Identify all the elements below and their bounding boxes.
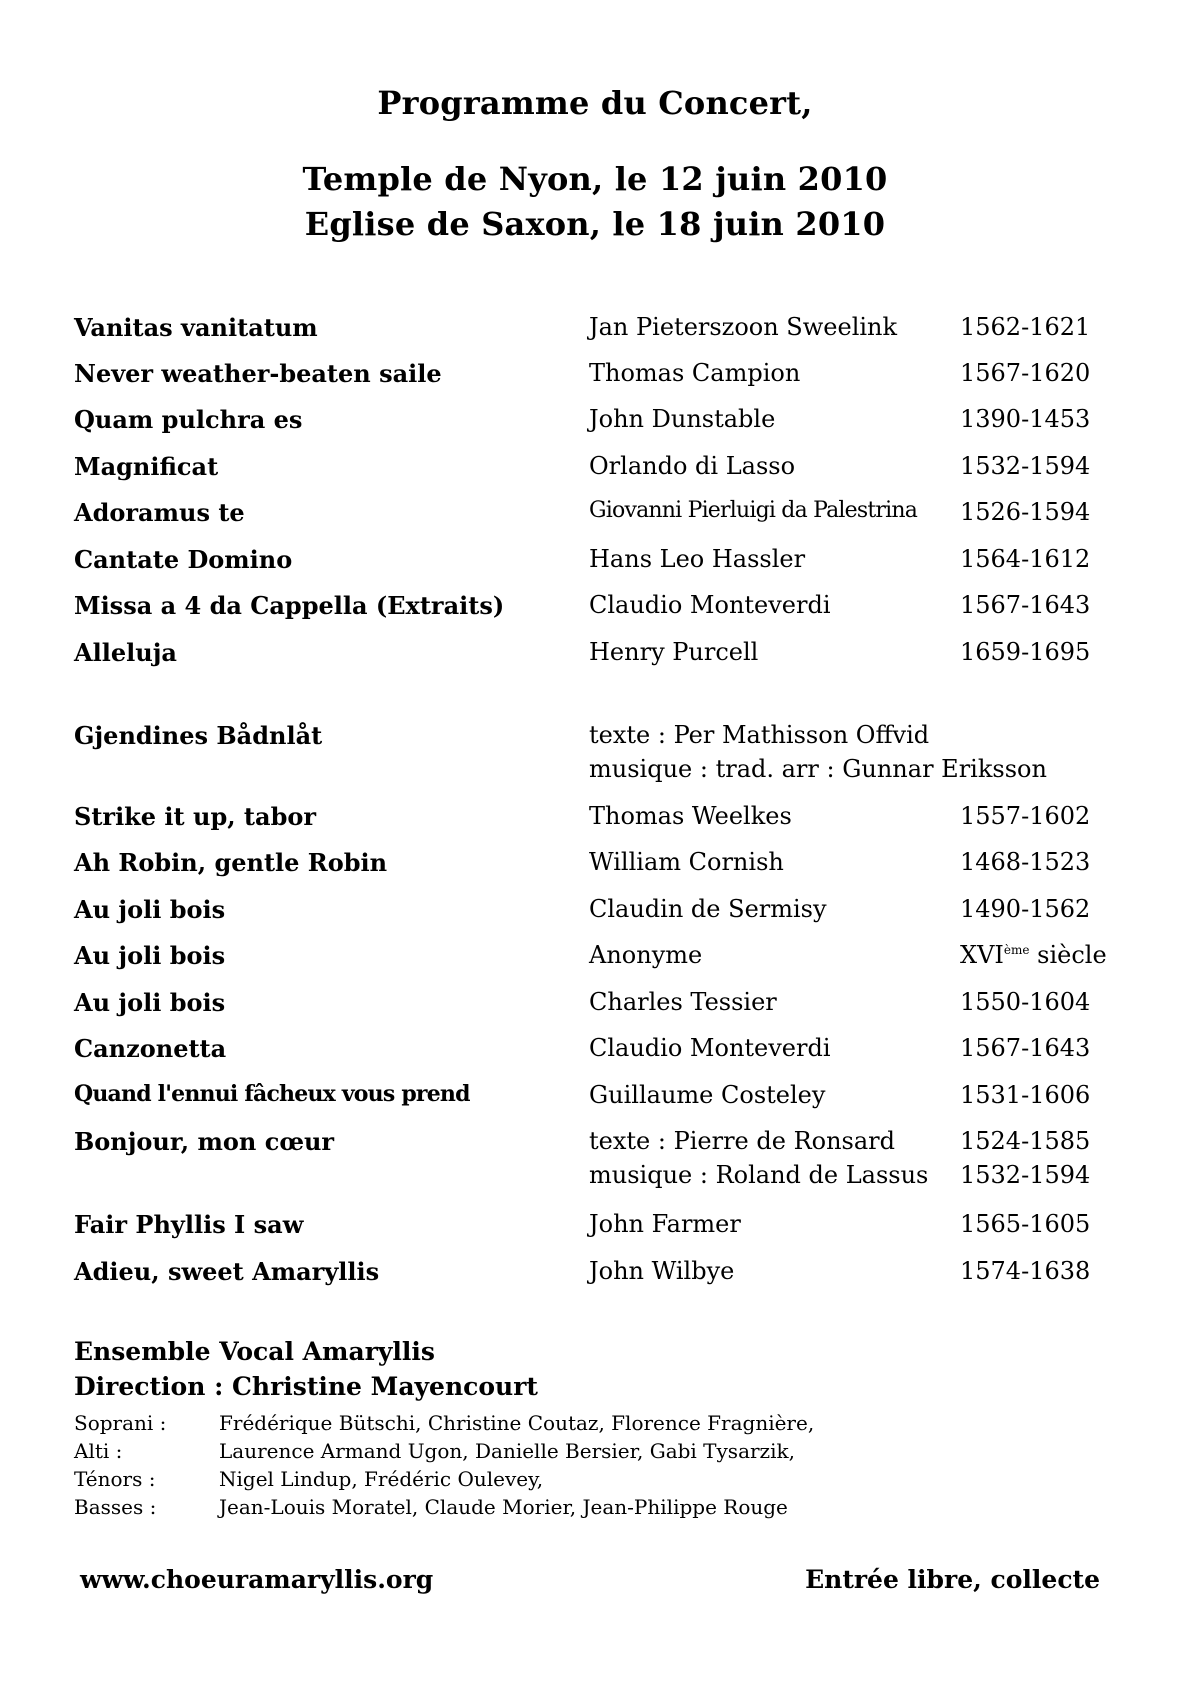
composer: William Cornish bbox=[589, 848, 784, 876]
piece-title: Gjendines Bådnlåt bbox=[74, 721, 323, 750]
website-link[interactable]: www.choeuramaryllis.org bbox=[80, 1565, 434, 1594]
program-row bbox=[0, 941, 1190, 987]
venue-date-2: Eglise de Saxon, le 18 juin 2010 bbox=[304, 205, 886, 243]
composer-dates: 1390-1453 bbox=[960, 405, 1091, 433]
composer: Thomas Weelkes bbox=[589, 802, 792, 830]
program-row bbox=[0, 359, 1190, 405]
program-row bbox=[0, 638, 1190, 684]
program-row bbox=[0, 591, 1190, 637]
piece-title: Adoramus te bbox=[74, 498, 245, 527]
voice-label: Soprani : bbox=[74, 1411, 167, 1435]
entry-note: Entrée libre, collecte bbox=[805, 1565, 1100, 1594]
composer: Guillaume Costeley bbox=[589, 1081, 826, 1109]
programme-title: Programme du Concert, bbox=[377, 84, 813, 122]
composer-dates: 1562-1621 bbox=[960, 313, 1091, 341]
piece-title: Magnificat bbox=[74, 452, 219, 481]
composer: Thomas Campion bbox=[589, 359, 801, 387]
singer-names: Jean-Louis Moratel, Claude Morier, Jean-Philippe Rouge bbox=[219, 1495, 788, 1519]
composer-dates: 1567-1643 bbox=[960, 1034, 1091, 1062]
voice-section bbox=[0, 1439, 1190, 1467]
composer: John Dunstable bbox=[589, 405, 776, 433]
lyricist-dates: 1524-1585 bbox=[960, 1127, 1091, 1155]
ensemble-name: Ensemble Vocal Amaryllis bbox=[74, 1337, 435, 1366]
piece-title: Strike it up, tabor bbox=[74, 802, 317, 831]
piece-title: Alleluja bbox=[74, 638, 177, 667]
piece-title: Au joli bois bbox=[74, 941, 226, 970]
program-row bbox=[0, 1210, 1190, 1256]
voice-section bbox=[0, 1467, 1190, 1495]
composer: Hans Leo Hassler bbox=[589, 545, 806, 573]
program-row bbox=[0, 405, 1190, 451]
voice-label: Basses : bbox=[74, 1495, 157, 1519]
composer-dates bbox=[960, 941, 1107, 969]
voice-section bbox=[0, 1411, 1190, 1439]
composer-dates: 1468-1523 bbox=[960, 848, 1091, 876]
program-row bbox=[0, 1127, 1190, 1207]
composer-dates: 1564-1612 bbox=[960, 545, 1091, 573]
ensemble-direction: Direction : Christine Mayencourt bbox=[74, 1372, 538, 1401]
composer-dates: 1531-1606 bbox=[960, 1081, 1091, 1109]
composer-dates: 1532-1594 bbox=[960, 1161, 1091, 1189]
piece-title: Bonjour, mon cœur bbox=[74, 1127, 335, 1156]
composer: John Wilbye bbox=[589, 1257, 735, 1285]
arranger: musique : trad. arr : Gunnar Eriksson bbox=[589, 755, 1047, 783]
composer-dates: 1526-1594 bbox=[960, 498, 1091, 526]
piece-title: Ah Robin, gentle Robin bbox=[74, 848, 388, 877]
program-row bbox=[0, 1081, 1190, 1127]
singer-names: Frédérique Bütschi, Christine Coutaz, Florence Fragnière, bbox=[219, 1411, 815, 1435]
composer: Giovanni Pierluigi da Palestrina bbox=[589, 498, 918, 523]
voice-section bbox=[0, 1495, 1190, 1523]
program-row bbox=[0, 721, 1190, 801]
piece-title: Au joli bois bbox=[74, 988, 226, 1017]
piece-title: Quand l'ennui fâcheux vous prend bbox=[74, 1081, 470, 1107]
composer: Claudin de Sermisy bbox=[589, 895, 827, 923]
composer: Jan Pieterszoon Sweelink bbox=[589, 313, 898, 341]
composer-dates: 1532-1594 bbox=[960, 452, 1091, 480]
program-row bbox=[0, 545, 1190, 591]
piece-title: Au joli bois bbox=[74, 895, 226, 924]
composer-dates: 1567-1620 bbox=[960, 359, 1091, 387]
composer-dates: 1490-1562 bbox=[960, 895, 1091, 923]
piece-title: Never weather-beaten saile bbox=[74, 359, 442, 388]
composer: Charles Tessier bbox=[589, 988, 777, 1016]
program-row bbox=[0, 802, 1190, 848]
piece-title: Vanitas vanitatum bbox=[74, 313, 318, 342]
voice-label: Ténors : bbox=[74, 1467, 156, 1491]
piece-title: Missa a 4 da Cappella (Extraits) bbox=[74, 591, 505, 620]
composer: John Farmer bbox=[589, 1210, 741, 1238]
voice-label: Alti : bbox=[74, 1439, 123, 1463]
piece-title: Canzonetta bbox=[74, 1034, 227, 1063]
lyricist: texte : Pierre de Ronsard bbox=[589, 1127, 896, 1155]
century-number: XVIème siècle bbox=[960, 941, 1107, 969]
lyricist: texte : Per Mathisson Offvid bbox=[589, 721, 930, 749]
program-row bbox=[0, 498, 1190, 544]
venue-date-1: Temple de Nyon, le 12 juin 2010 bbox=[302, 160, 888, 198]
composer: Henry Purcell bbox=[589, 638, 759, 666]
program-row bbox=[0, 452, 1190, 498]
piece-title: Adieu, sweet Amaryllis bbox=[74, 1257, 380, 1286]
program-row bbox=[0, 988, 1190, 1034]
program-row bbox=[0, 848, 1190, 894]
program-row bbox=[0, 313, 1190, 359]
singer-names: Nigel Lindup, Frédéric Oulevey, bbox=[219, 1467, 544, 1491]
program-row bbox=[0, 1034, 1190, 1080]
composer: Claudio Monteverdi bbox=[589, 1034, 831, 1062]
composer: Claudio Monteverdi bbox=[589, 591, 831, 619]
piece-title: Fair Phyllis I saw bbox=[74, 1210, 304, 1239]
composer: Orlando di Lasso bbox=[589, 452, 796, 480]
piece-title: Quam pulchra es bbox=[74, 405, 303, 434]
composer-dates: 1550-1604 bbox=[960, 988, 1091, 1016]
piece-title: Cantate Domino bbox=[74, 545, 293, 574]
singer-names: Laurence Armand Ugon, Danielle Bersier, Gabi Tysarzik, bbox=[219, 1439, 795, 1463]
program-row bbox=[0, 1257, 1190, 1303]
composer-dates: 1659-1695 bbox=[960, 638, 1091, 666]
composer: Anonyme bbox=[589, 941, 703, 969]
composer-dates: 1557-1602 bbox=[960, 802, 1091, 830]
composer-dates: 1565-1605 bbox=[960, 1210, 1091, 1238]
composer: musique : Roland de Lassus bbox=[589, 1161, 929, 1189]
composer-dates: 1567-1643 bbox=[960, 591, 1091, 619]
program-row bbox=[0, 895, 1190, 941]
composer-dates: 1574-1638 bbox=[960, 1257, 1091, 1285]
